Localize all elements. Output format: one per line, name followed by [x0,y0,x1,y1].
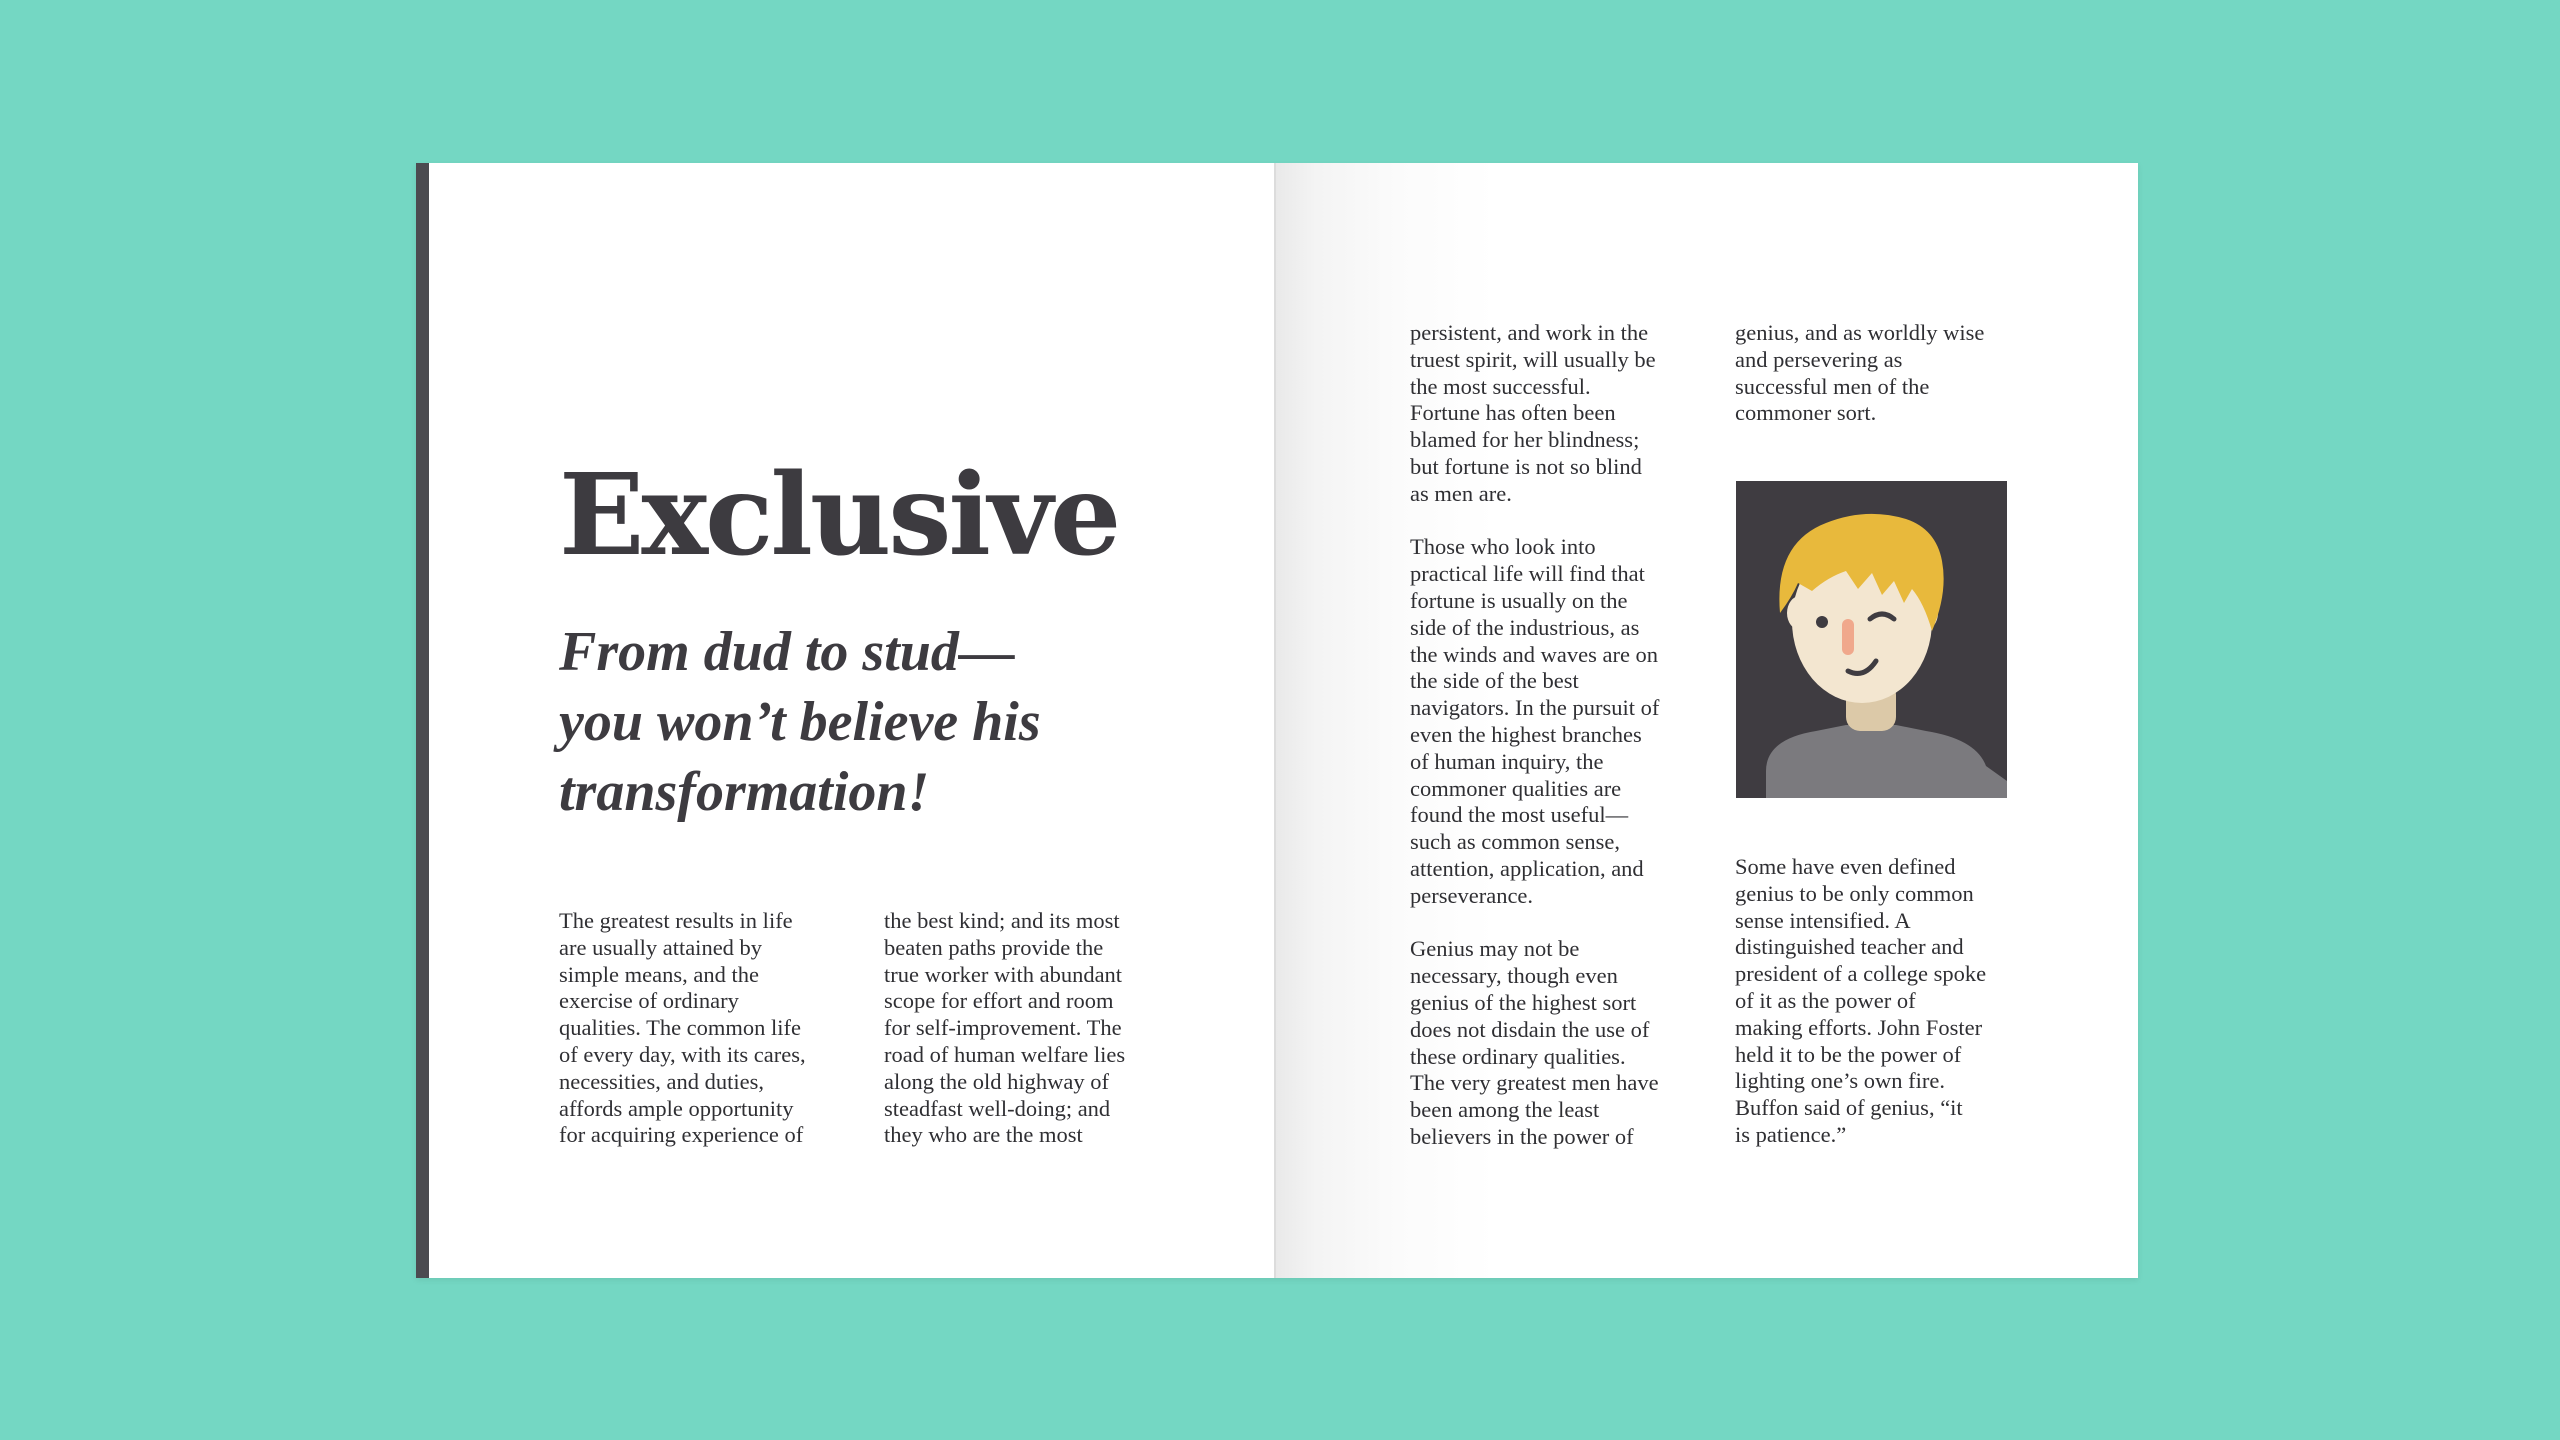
article-subhead: From dud to stud— you won’t believe his transformation! [559,621,1041,823]
body-column-4-top: genius, and as worldly wise and persevering as successful men of the commoner sort. [1735,320,1985,426]
article-headline: Exclusive [559,450,1119,581]
body-column-4-bottom: Some have even defined genius to be only common sense intensified. A distinguished teacher and president of a college spoke of it as the power of making efforts. John Foster held it to be the power of lighting one’s own fire. Buffon said of genius, “it is patience.” [1735,854,1987,1147]
book-spine [416,163,429,1278]
page-gutter [1274,163,1276,1278]
body-column-1: The greatest results in life are usually attained by simple means, and the exercise of ordinary qualities. The common life of every day, with its cares, necessities, and duties, affords ample opportunity for acquiring experience of [559,908,806,1148]
body-column-2: the best kind; and its most beaten paths provide the true worker with abundant scope for effort and room for self-improvement. The road of human welfare lies along the old highway of steadfast well-doing; and they who are the most [884,908,1126,1148]
body-column-3: persistent, and work in the truest spirit, will usually be the most successful. Fortune has often been blamed for her blindness; but fortune is not so blind as men are. Those who look into practical life will find that fortune is usually on the side of the industrious, as the winds and waves are on the side of the best navigators. In the pursuit of even the highest branches of human inquiry, the commoner qualities are found the most useful— such as common sense, attention, application, and perseverance. Genius may not be necessary, though even genius of the highest sort does not disdain the use of these ordinary qualities. The very greatest men have been among the least believers in the power of [1410,320,1660,1149]
winking-man-avatar-icon [1736,481,2007,798]
